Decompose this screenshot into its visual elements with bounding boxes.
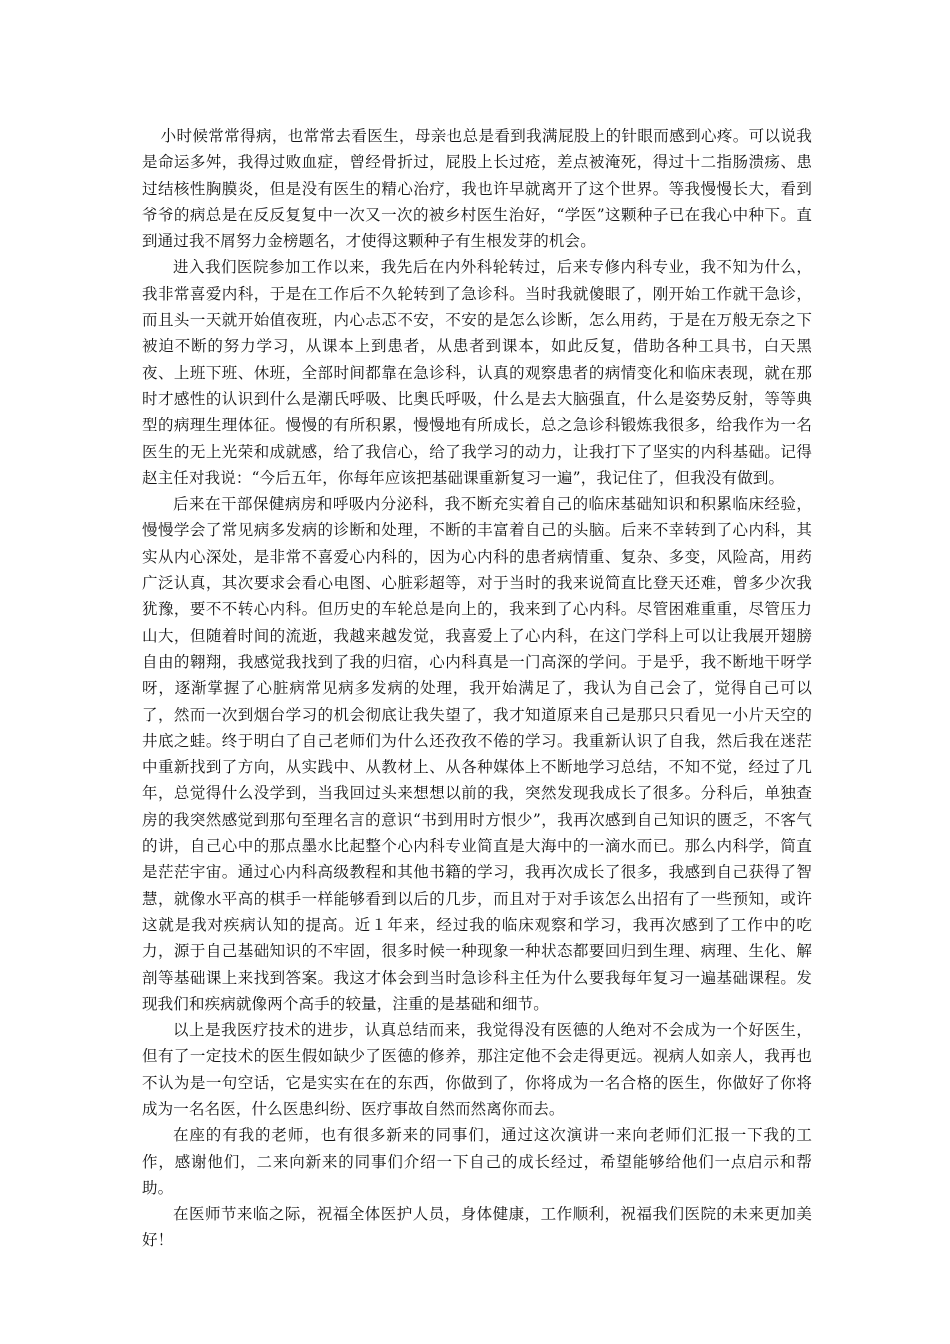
paragraph-medical-ethics: 以上是我医疗技术的进步，认真总结而来，我觉得没有医德的人绝对不会成为一个好医生，但有了一定技术的医生假如缺少了医德的修养，那注定他不会走得更远。视病人如亲人，我再也不认为是一句空话，它是实实在在的东西，你做到了，你将成为一名合格的医生，你做好了你将成为一名名医，什么医患纠纷、医疗事故自然而然离你而去。: [142, 1021, 812, 1118]
paragraph-childhood: 小时候常常得病，也常常去看医生，母亲也总是看到我满屁股上的针眼而感到心疼。可以说我是命运多舛，我得过败血症，曾经骨折过，屁股上长过疮，差点被淹死，得过十二指肠溃疡、患过结核性胸膜炎，但是没有医生的精心治疗，我也许早就离开了这个世界。等我慢慢长大，看到爷爷的病总是在反反复复中一次又一次的被乡村医生治好，“学医”这颗种子已在我心中种下。直到通过我不屑努力金榜题名，才使得这颗种子有生根发芽的机会。: [142, 127, 812, 251]
paragraph-emergency-department: 进入我们医院参加工作以来，我先后在内外科轮转过，后来专修内科专业，我不知为什么，我非常喜爱内科，于是在工作后不久轮转到了急诊科。当时我就傻眼了，刚开始工作就干急诊，而且头一天就开始值夜班，内心忐忑不安，不安的是怎么诊断，怎么用药，于是在万般无奈之下被迫不断的努力学习，从课本上到患者，从患者到课本，如此反复，借助各种工具书，白天黑夜、上班下班、休班，全部时间都靠在急诊科，认真的观察患者的病情变化和临床表现，就在那时才感性的认识到什么是潮氏呼吸、比奥氏呼吸，什么是去大脑强直，什么是姿势反射，等等典型的病理生理体征。慢慢的有所积累，慢慢地有所成长，总之急诊科锻炼我很多，给我作为一名医生的无上光荣和成就感，给了我信心，给了我学习的动力，让我打下了坚实的内科基础。记得赵主任对我说：“今后五年，你每年应该把基础课重新复习一遍”，我记住了，但我没有做到。: [142, 258, 812, 487]
paragraph-audience: 在座的有我的老师，也有很多新来的同事们，通过这次演讲一来向老师们汇报一下我的工作，感谢他们，二来向新来的同事们介绍一下自己的成长经过，希望能够给他们一点启示和帮助。: [142, 1126, 812, 1197]
paragraph-cardiology: 后来在干部保健病房和呼吸内分泌科，我不断充实着自己的临床基础知识和积累临床经验，慢慢学会了常见病多发病的诊断和处理，不断的丰富着自己的头脑。后来不幸转到了心内科，其实从内心深处，是非常不喜爱心内科的，因为心内科的患者病情重、复杂、多变，风险高，用药广泛认真，其次要求会看心电图、心脏彩超等，对于当时的我来说简直比登天还难，曾多少次我犹豫，要不不转心内科。但历史的车轮总是向上的，我来到了心内科。尽管困难重重，尽管压力山大，但随着时间的流逝，我越来越发觉，我喜爱上了心内科，在这门学科上可以让我展开翅膀自由的翱翔，我感觉我找到了我的归宿，心内科真是一门高深的学问。于是乎，我不断地干呀学呀，逐渐掌握了心脏病常见病多发病的处理，我开始满足了，我认为自己会了，觉得自己可以了，然而一次到烟台学习的机会彻底让我失望了，我才知道原来自己是那只只看见一小片天空的井底之蛙。终于明白了自己老师们为什么还孜孜不倦的学习。我重新认识了自我，然后我在迷茫中重新找到了方向，从实践中、从教材上、从各种媒体上不断地学习总结，不知不觉，经过了几年，总觉得什么没学到，当我回过头来想想以前的我，突然发现我成长了很多。分科后，单独查房的我突然感觉到那句至理名言的意识“书到用时方恨少”，我再次感到自己知识的匮乏，不客气的讲，自己心中的那点墨水比起整个心内科专业简直是大海中的一滴水而已。那么内科学，简直是茫茫宇宙。通过心内科高级教程和其他书籍的学习，我再次成长了很多，我感到自己获得了智慧，就像水平高的棋手一样能够看到以后的几步，而且对于对手该怎么出招有了一些预知，或许这就是我对疾病认知的提高。近１年来，经过我的临床观察和学习，我再次感到了工作中的吃力，源于自己基础知识的不牢固，很多时候一种现象一种状态都要回归到生理、病理、生化、解剖等基础课上来找到答案。我这才体会到当时急诊科主任为什么要我每年复习一遍基础课程。发现我们和疾病就像两个高手的较量，注重的是基础和细节。: [142, 495, 812, 1013]
document-body: [142, 123, 812, 1254]
paragraph-blessing: 在医师节来临之际，祝福全体医护人员，身体健康，工作顺利，祝福我们医院的未来更加美好！: [142, 1205, 812, 1250]
